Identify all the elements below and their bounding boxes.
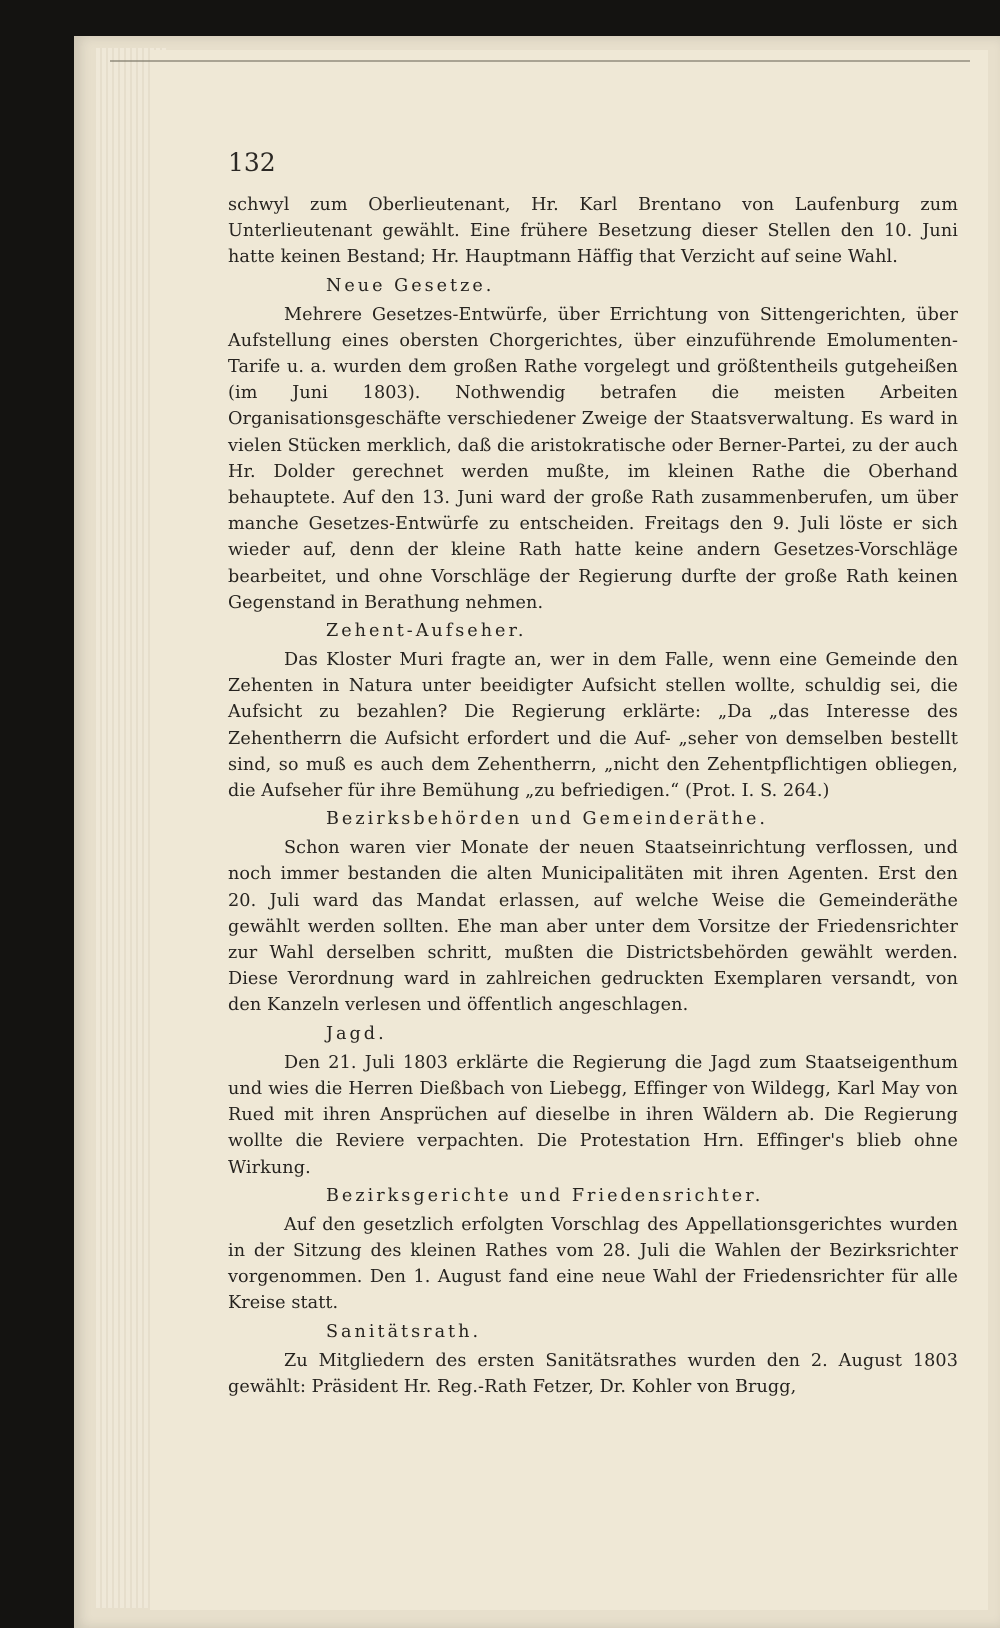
- section-heading: Neue Gesetze.: [326, 275, 495, 296]
- body-text: [228, 192, 958, 1400]
- section-heading: Jagd.: [326, 1023, 387, 1044]
- paragraph: Das Kloster Muri fragte an, wer in dem Falle, wenn eine Gemeinde den Zehenten in Natura unter beeidigter Aufsicht stellen wollte, schuldig sei, die Aufsicht zu bezahlen? Die Regierung erklärte: „Da „das Interesse des Zehentherrn die Aufsicht erfordert und die Auf- „seher von demselben bestellt sind, so muß es auch dem Zehentherrn, „nicht den Zehentpflichtigen obliegen, die Aufseher für ihre Bemühung „zu befriedigen.“ (Prot. I. S. 264.): [228, 650, 958, 802]
- paragraph: Schon waren vier Monate der neuen Staatseinrichtung verflossen, und noch immer bestanden die alten Municipalitäten mit ihren Agenten. Erst den 20. Juli ward das Mandat erlassen, auf welche Weise die Gemeinderäthe gewählt werden sollten. Ehe man aber unter dem Vorsitze der Friedensrichter zur Wahl derselben schritt, mußten die Districtsbehörden gewählt werden. Diese Verordnung ward in zahlreichen gedruckten Exemplaren versandt, von den Kanzeln verlesen und öffentlich angeschlagen.: [228, 838, 958, 1016]
- top-edge-line: [110, 60, 970, 62]
- page-number: 132: [228, 148, 276, 177]
- section-heading: Bezirksgerichte und Friedensrichter.: [326, 1185, 764, 1206]
- paragraph: schwyl zum Oberlieutenant, Hr. Karl Brentano von Laufenburg zum Unterlieutenant gewählt. Eine frühere Besetzung dieser Stellen den 10. Juni hatte keinen Bestand; Hr. Hauptmann Häffig that Verzicht auf seine Wahl.: [228, 195, 958, 268]
- section-heading: Bezirksbehörden und Gemeinderäthe.: [326, 809, 768, 830]
- paragraph: Auf den gesetzlich erfolgten Vorschlag des Appellationsgerichtes wurden in der Sitzung des kleinen Rathes vom 28. Juli die Wahlen der Bezirksrichter vorgenommen. Den 1. August fand eine neue Wahl der Friedensrichter für alle Kreise statt.: [228, 1214, 958, 1314]
- section-heading: Zehent-Aufseher.: [326, 621, 527, 642]
- paragraph: Den 21. Juli 1803 erklärte die Regierung die Jagd zum Staatseigenthum und wies die Herren Dießbach von Liebegg, Effinger von Wildegg, Karl May von Rued mit ihren Ansprüchen auf dieselbe in ihren Wäldern ab. Die Regierung wollte die Reviere verpachten. Die Protestation Hrn. Effinger's blieb ohne Wirkung.: [228, 1052, 958, 1178]
- paragraph: Zu Mitgliedern des ersten Sanitätsrathes wurden den 2. August 1803 gewählt: Präsident Hr. Reg.-Rath Fetzer, Dr. Kohler von Brugg,: [228, 1350, 958, 1397]
- section-heading: Sanitätsrath.: [326, 1321, 482, 1342]
- paragraph: Mehrere Gesetzes-Entwürfe, über Errichtung von Sittengerichten, über Aufstellung eines obersten Chorgerichtes, über einzuführende Emolumenten-Tarife u. a. wurden dem großen Rathe vorgelegt und größtentheils gutgeheißen (im Juni 1803). Nothwendig betrafen die meisten Arbeiten Organisationsgeschäfte verschiedener Zweige der Staatsverwaltung. Es ward in vielen Stücken merklich, daß die aristokratische oder Berner-Partei, zu der auch Hr. Dolder gerechnet werden mußte, im kleinen Rathe die Oberhand behauptete. Auf den 13. Juni ward der große Rath zusammenberufen, um über manche Gesetzes-Entwürfe zu entscheiden. Freitags den 9. Juli löste er sich wieder auf, denn der kleine Rath hatte keine andern Gesetzes-Vorschläge bearbeitet, und ohne Vorschläge der Regierung durfte der große Rath keinen Gegenstand in Berathung nehmen.: [228, 304, 958, 613]
